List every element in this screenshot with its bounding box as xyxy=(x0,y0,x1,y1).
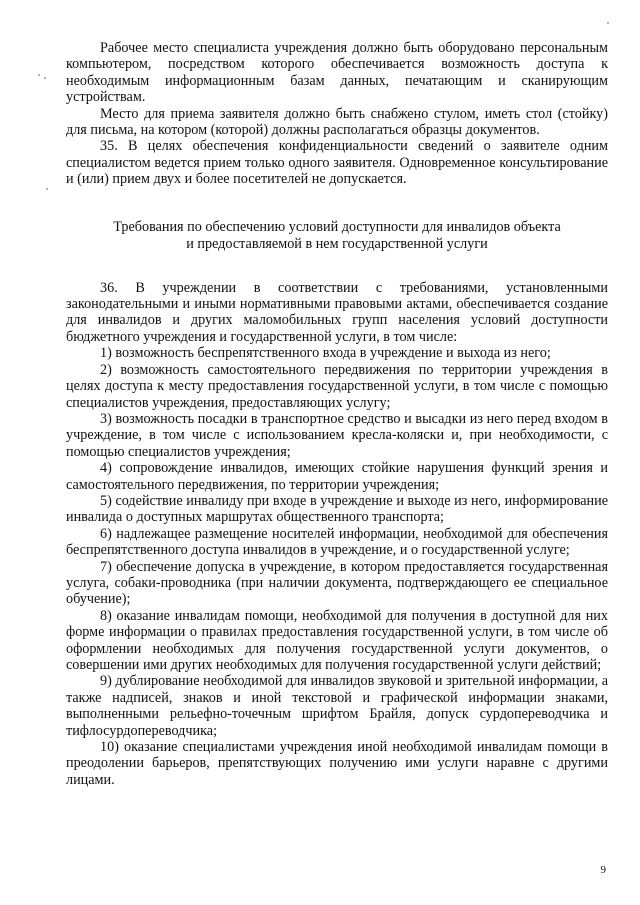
paragraph-workplace: Рабочее место специалиста учреждения должно быть оборудовано персональным компьютером, посредством которого обеспечивается возможность доступа к необходимым информационным базам данных, печатающим и сканирующим устройствам. xyxy=(66,40,608,106)
list-item: 3) возможность посадки в транспортное средство и высадки из него перед входом в учреждение, в том числе с использованием кресла-коляски и, при необходимости, с помощью специалистов учреждения; xyxy=(66,410,608,460)
list-item: 8) оказание инвалидам помощи, необходимой для получения в доступной для них форме информации о правилах предоставления государственной услуги, в том числе об оформлении необходимых для получения государственной услуги документов, о совершении ими других необходимых для получения государственной услуги действий; xyxy=(66,607,608,673)
section-title xyxy=(66,219,608,253)
paragraph-36: 36. В учреждении в соответствии с требованиями, установленными законодательными и иными нормативными правовыми актами, обеспечивается создание для инвалидов и других маломобильных групп населения условий доступности бюджетного учреждения и государственной услуги, в том числе: xyxy=(66,279,608,345)
section-title-line-2: и предоставляемой в нем государственной услуги xyxy=(186,235,488,252)
list-item: 5) содействие инвалиду при входе в учреждение и выходе из него, информирование инвалида о доступных маршрутах общественного транспорта; xyxy=(66,492,608,526)
list-item: 10) оказание специалистами учреждения иной необходимой инвалидам помощи в преодолении барьеров, препятствующих получению ими услуги наравне с другими лицами. xyxy=(66,739,608,788)
list-item: 1) возможность беспрепятственного входа в учреждение и выхода из него; xyxy=(100,345,551,362)
list-item: 7) обеспечение допуска в учреждение, в котором предоставляется государственная услуга, собаки-проводника (при наличии документа, подтверждающего ее специальное обучение); xyxy=(66,558,608,608)
scan-speck xyxy=(607,22,609,24)
list-item: 2) возможность самостоятельного передвижения по территории учреждения в целях доступа к месту предоставления государственной услуги, в том числе с помощью специалистов учреждения, предоставляющих услугу; xyxy=(66,361,608,411)
section-title-line-1: Требования по обеспечению условий доступности для инвалидов объекта xyxy=(113,218,561,235)
scan-speck xyxy=(44,77,46,79)
paragraph-35: 35. В целях обеспечения конфиденциальности сведений о заявителе одним специалистом ведется прием только одного заявителя. Одновременное консультирование и (или) прием двух и более посетителей не допускается. xyxy=(66,138,608,188)
list-item: 9) дублирование необходимой для инвалидов звуковой и зрительной информации, а также надписей, знаков и иной текстовой и графической информации знаками, выполненными рельефно-точечным шрифтом Брайля, допуск сурдопереводчика и тифлосурдопереводчика; xyxy=(66,673,608,739)
accessibility-list xyxy=(66,345,608,788)
list-item: 6) надлежащее размещение носителей информации, необходимой для обеспечения беспрепятственного доступа инвалидов в учреждение, и о государственной услуге; xyxy=(66,525,608,559)
scan-speck xyxy=(46,188,48,190)
list-item: 4) сопровождение инвалидов, имеющих стойкие нарушения функций зрения и самостоятельного передвижения, по территории учреждения; xyxy=(66,460,608,493)
paragraph-reception-place: Место для приема заявителя должно быть снабжено стулом, иметь стол (стойку) для письма, на котором (которой) должны располагаться образцы документов. xyxy=(66,105,608,139)
scan-speck xyxy=(38,74,40,76)
page-number: 9 xyxy=(600,864,606,876)
